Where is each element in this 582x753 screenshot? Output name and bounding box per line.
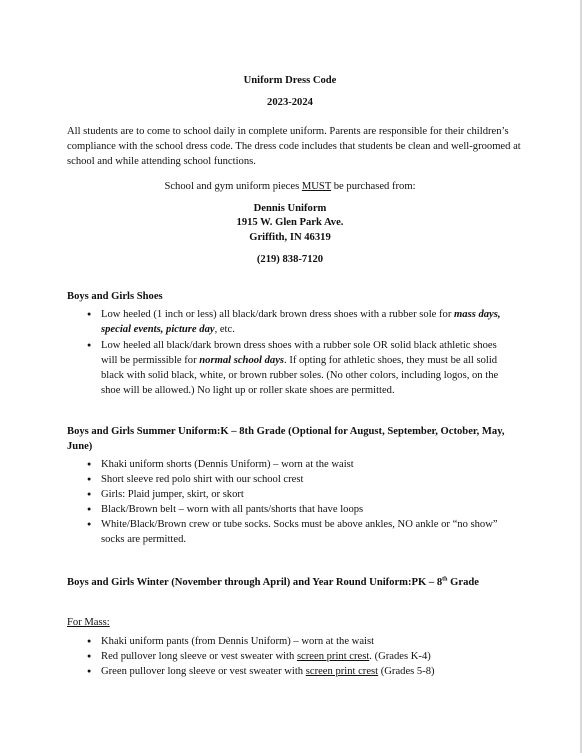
intro-paragraph: All students are to come to school daily in complete uniform. Parents are responsible for their children’s compliance with the school dress code. The dress code includes that students be clean and well-groomed at school and while attending school functions. [67, 126, 521, 167]
list-item: ● White/Black/Brown crew or tube socks. Socks must be above ankles, NO ankle or “no show” socks are permitted. [101, 517, 511, 547]
mass-label: For Mass: [67, 617, 110, 628]
summer-heading: Boys and Girls Summer Uniform:K – 8th Grade (Optional for August, September, October, May, June) [67, 426, 505, 452]
list-item: ● Low heeled (1 inch or less) all black/dark brown dress shoes with a rubber sole for mass days, special events, picture day, etc. [101, 307, 514, 337]
mass-list [101, 634, 521, 679]
summer-list [101, 457, 511, 547]
list-item: ● Khaki uniform shorts (Dennis Uniform) – worn at the waist [101, 457, 511, 472]
list-item: ● Short sleeve red polo shirt with our school crest [101, 472, 511, 487]
winter-heading: Boys and Girls Winter (November through April) and Year Round Uniform:PK – 8th Grade [67, 576, 479, 588]
vendor-street: 1915 W. Glen Park Ave. [236, 217, 344, 228]
doc-year: 2023-2024 [267, 97, 313, 108]
list-item: ● Black/Brown belt – worn with all pants/shorts that have loops [101, 502, 511, 517]
list-item: ● Red pullover long sleeve or vest sweater with screen print crest. (Grades K-4) [101, 649, 521, 664]
screen-print-crest-text: screen print crest [296, 651, 370, 662]
screen-print-crest-text: screen print crest [305, 666, 379, 677]
purchase-line: School and gym uniform pieces MUST be purchased from: [164, 181, 416, 192]
shoes-list [101, 307, 514, 398]
list-item: ● Khaki uniform pants (from Dennis Uniform) – worn at the waist [101, 634, 521, 649]
shoes-heading: Boys and Girls Shoes [67, 291, 163, 302]
list-item: ● Green pullover long sleeve or vest sweater with screen print crest (Grades 5-8) [101, 664, 521, 679]
vendor-city: Griffith, IN 46319 [249, 232, 331, 243]
list-item: ● Girls: Plaid jumper, skirt, or skort [101, 487, 511, 502]
list-item: ● Low heeled all black/dark brown dress shoes with a rubber sole OR solid black athletic shoes will be permissible for normal school days. If opting for athletic shoes, they must be all solid black with solid black, white, or brown rubber soles. (No other colors, including logos, on the shoe will be allowed.) No light up or roller skate shoes are permitted. [101, 338, 514, 398]
doc-title: Uniform Dress Code [243, 75, 337, 86]
must-emphasis: MUST [301, 181, 332, 192]
vendor-phone: (219) 838-7120 [256, 254, 324, 265]
vendor-name: Dennis Uniform [253, 203, 327, 214]
